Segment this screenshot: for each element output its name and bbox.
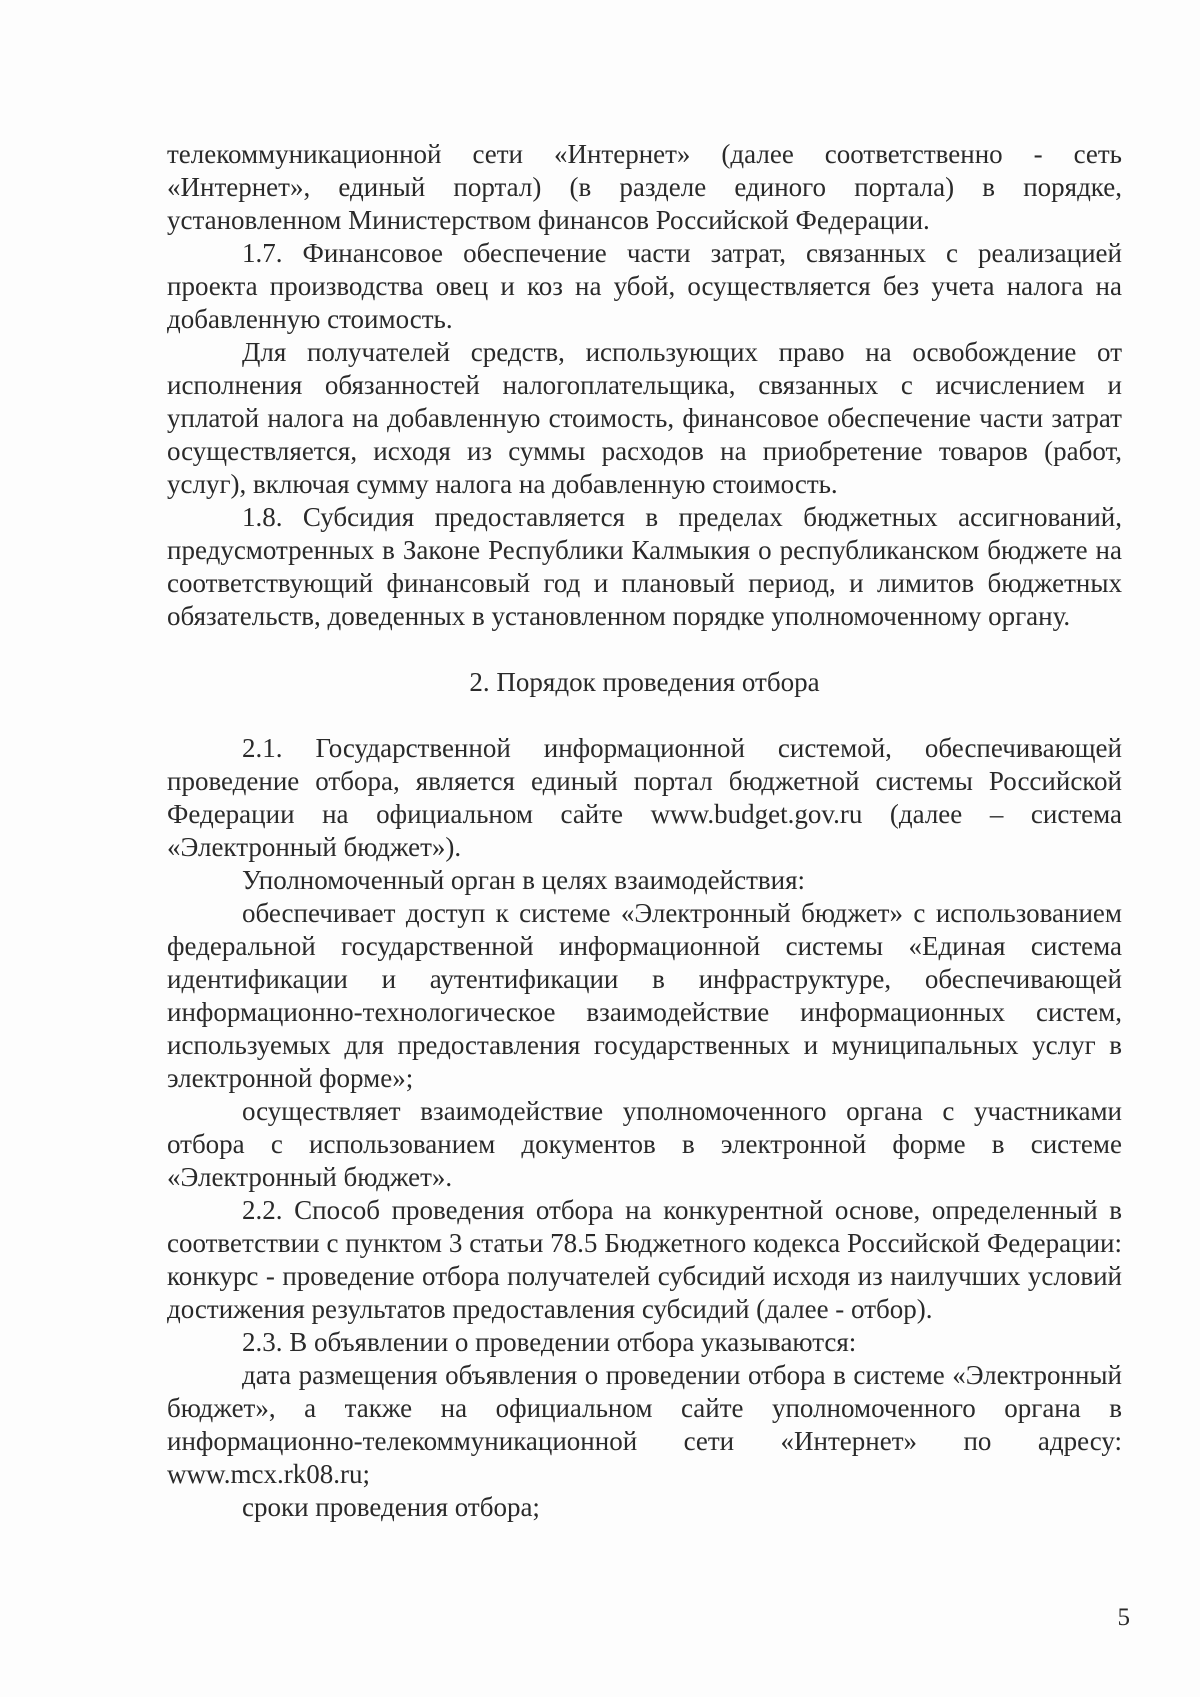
- section-heading: 2. Порядок проведения отбора: [469, 667, 820, 697]
- paragraph-2-1: 2.1. Государственной информационной системой, обеспечивающей проведение отбора, является единый портал бюджетной системы Российской Федерации на официальном сайте www.budget.gov.ru (далее – система «Электронный бюджет»).: [167, 733, 1122, 862]
- paragraph-provides-access: обеспечивает доступ к системе «Электронный бюджет» с использованием федеральной государственной информационной системы «Единая система идентификации и аутентификации в инфраструктуре, обеспечивающей информационно-технологическое взаимодействие информационных систем, используемых для предоставления государственных и муниципальных услуг в электронной форме»;: [167, 898, 1122, 1093]
- paragraph-authorized-body: Уполномоченный орган в целях взаимодействия:: [242, 865, 805, 895]
- paragraph-continuation: телекоммуникационной сети «Интернет» (далее соответственно - сеть «Интернет», единый портал) (в разделе единого портала) в порядке, установленном Министерством финансов Российской Федерации.: [167, 139, 1122, 235]
- spacer: [167, 633, 1122, 666]
- paragraph-selection-terms: сроки проведения отбора;: [242, 1492, 540, 1522]
- paragraph-1-7: 1.7. Финансовое обеспечение части затрат, связанных с реализацией проекта производства овец и коз на убой, осуществляется без учета налога на добавленную стоимость.: [167, 238, 1122, 334]
- paragraph-interaction: осуществляет взаимодействие уполномоченного органа с участниками отбора с использованием документов в электронной форме в системе «Электронный бюджет».: [167, 1096, 1122, 1192]
- paragraph-vat-exemption: Для получателей средств, использующих право на освобождение от исполнения обязанностей налогоплательщика, связанных с исчислением и уплатой налога на добавленную стоимость, финансовое обеспечение части затрат осуществляется, исходя из суммы расходов на приобретение товаров (работ, услуг), включая сумму налога на добавленную стоимость.: [167, 337, 1122, 499]
- paragraph-1-8: 1.8. Субсидия предоставляется в пределах бюджетных ассигнований, предусмотренных в Законе Республики Калмыкия о республиканском бюджете на соответствующий финансовый год и плановый период, и лимитов бюджетных обязательств, доведенных в установленном порядке уполномоченному органу.: [167, 502, 1122, 631]
- paragraph-2-2: 2.2. Способ проведения отбора на конкурентной основе, определенный в соответствии с пунктом 3 статьи 78.5 Бюджетного кодекса Российской Федерации: конкурс - проведение отбора получателей субсидий исходя из наилучших условий достижения результатов предоставления субсидий (далее - отбор).: [167, 1195, 1122, 1324]
- page-number: 5: [1117, 1604, 1130, 1631]
- spacer: [167, 699, 1122, 732]
- paragraph-announcement-date: дата размещения объявления о проведении отбора в системе «Электронный бюджет», а также на официальном сайте уполномоченного органа в информационно-телекоммуникационной сети «Интернет» по адресу: www.mcx.rk08.ru;: [167, 1360, 1122, 1489]
- paragraph-2-3: 2.3. В объявлении о проведении отбора указываются:: [242, 1327, 857, 1357]
- document-body: [167, 138, 1122, 1524]
